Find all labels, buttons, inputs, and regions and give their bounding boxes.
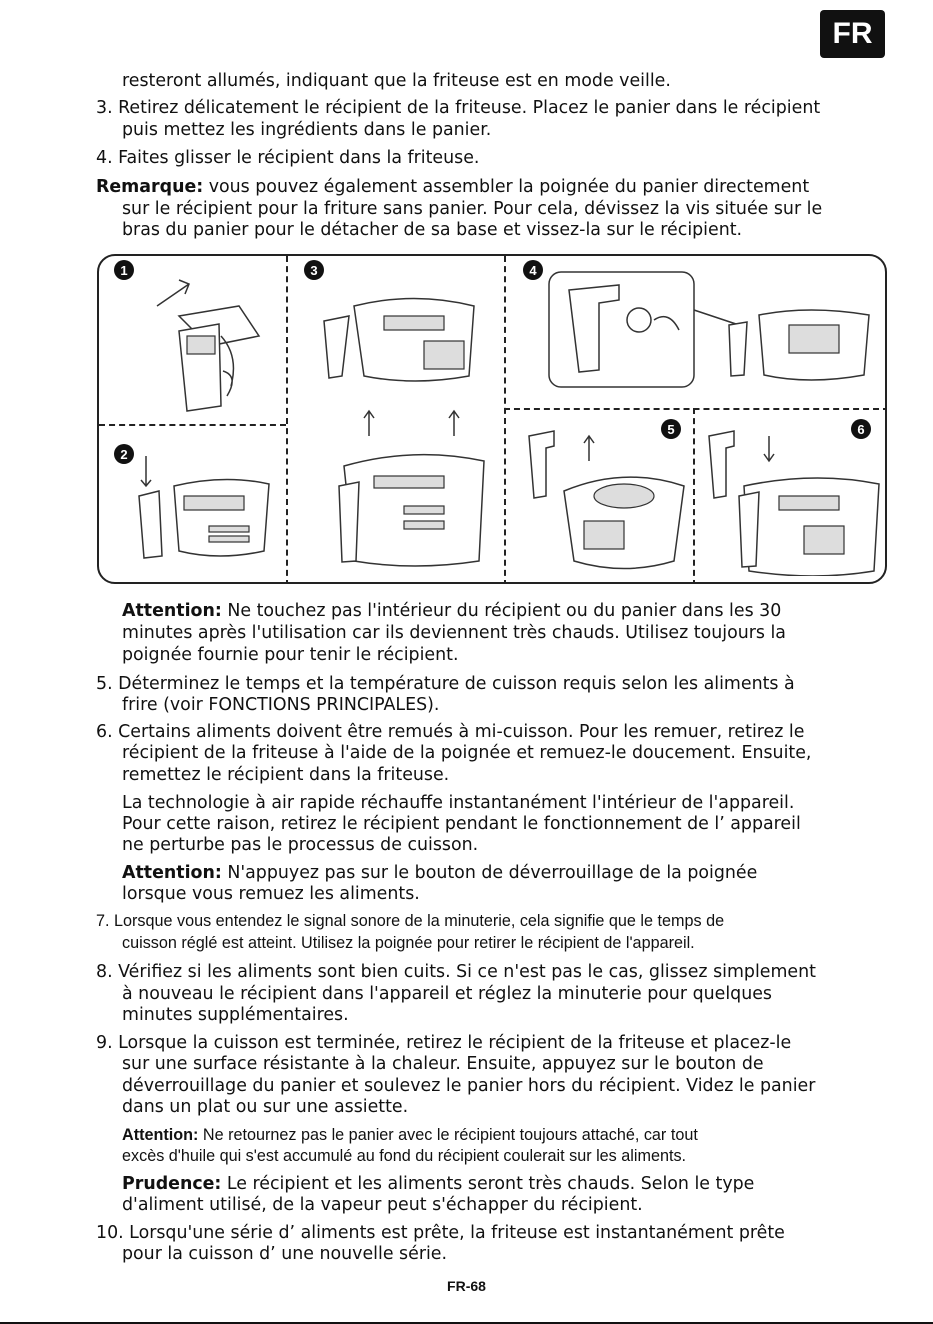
attention-text: Ne touchez pas l'intérieur du récipient ou du panier dans les 30 xyxy=(221,601,782,621)
attention2-line1 xyxy=(122,862,886,884)
handle-attach-illustration xyxy=(124,456,284,566)
step-3-line1: 3. Retirez délicatement le récipient de la friteuse. Placez le panier dans le récipient xyxy=(96,98,821,118)
basket-insert-illustration xyxy=(314,286,494,576)
assembly-illustration xyxy=(97,254,887,584)
step-9-line4: dans un plat ou sur une assiette. xyxy=(122,1097,409,1117)
attention1-line2: minutes après l'utilisation car ils deviennent très chauds. Utilisez toujours la xyxy=(122,623,786,643)
techno-line1: La technologie à air rapide réchauffe instantanément l'intérieur de l'appareil. xyxy=(122,793,795,813)
step-8-line3: minutes supplémentaires. xyxy=(122,1005,349,1025)
step-8-line2: à nouveau le récipient dans l'appareil et réglez la minuterie pour quelques xyxy=(122,984,772,1004)
attention3-line1 xyxy=(122,1124,886,1146)
remarque-text: vous pouvez également assembler la poignée du panier directement xyxy=(203,177,810,197)
divider xyxy=(286,256,288,584)
attention1-line1 xyxy=(122,600,886,622)
step-number-2: 2 xyxy=(114,444,134,464)
step-10-line2: pour la cuisson d’ une nouvelle série. xyxy=(122,1244,448,1264)
step-3-line2: puis mettez les ingrédients dans le panier. xyxy=(122,120,492,140)
attention2-line2: lorsque vous remuez les aliments. xyxy=(122,884,420,904)
attention-text: N'appuyez pas sur le bouton de déverrouillage de la poignée xyxy=(221,863,758,883)
attention-label: Attention: xyxy=(122,601,222,621)
step-9-line2: sur une surface résistante à la chaleur. Ensuite, appuyez sur le bouton de xyxy=(122,1054,764,1074)
step-10-line1: 10. Lorsqu'une série d’ aliments est prête, la friteuse est instantanément prête xyxy=(96,1223,785,1243)
step-5-line2: frire (voir FONCTIONS PRINCIPALES). xyxy=(122,695,440,715)
page-number: FR-68 xyxy=(447,1278,486,1294)
step-9-line1: 9. Lorsque la cuisson est terminée, retirez le récipient de la friteuse et placez-le xyxy=(96,1033,792,1053)
step-6-line1: 6. Certains aliments doivent être remués à mi-cuisson. Pour les remuer, retirez le xyxy=(96,722,805,742)
step-number-1: 1 xyxy=(114,260,134,280)
handle-on-pan-illustration xyxy=(704,426,884,576)
step-number-6: 6 xyxy=(851,419,871,439)
text-line: resteront allumés, indiquant que la friteuse est en mode veille. xyxy=(122,71,671,91)
step-6-line2: récipient de la friteuse à l'aide de la poignée et remuez-le doucement. Ensuite, xyxy=(122,743,812,763)
language-badge: FR xyxy=(820,10,885,58)
prudence-label: Prudence: xyxy=(122,1174,222,1194)
prudence-line1 xyxy=(122,1173,886,1195)
remarque-line2: sur le récipient pour la friture sans panier. Pour cela, dévissez la vis située sur le xyxy=(122,199,823,219)
remarque-line3: bras du panier pour le détacher de sa base et vissez-la sur le récipient. xyxy=(122,220,743,240)
remarque-line1 xyxy=(96,176,860,198)
handle-removal-illustration xyxy=(524,426,689,576)
step-7-line1: 7. Lorsque vous entendez le signal sonore de la minuterie, cela signifie que le temps de xyxy=(96,912,725,930)
step-number-4: 4 xyxy=(523,260,543,280)
screw-detail-illustration xyxy=(539,270,884,400)
attention-label: Attention: xyxy=(122,1126,199,1144)
divider xyxy=(504,408,887,410)
step-7-line2: cuisson réglé est atteint. Utilisez la poignée pour retirer le récipient de l'appareil. xyxy=(122,934,695,952)
attention-text: Ne retournez pas le panier avec le récipient toujours attaché, car tout xyxy=(198,1126,698,1144)
techno-line2: Pour cette raison, retirez le récipient pendant le fonctionnement de l’ appareil xyxy=(122,814,801,834)
attention-label: Attention: xyxy=(122,863,222,883)
step-8-line1: 8. Vérifiez si les aliments sont bien cuits. Si ce n'est pas le cas, glissez simplement xyxy=(96,962,816,982)
divider xyxy=(693,408,695,584)
handle-illustration xyxy=(149,276,279,416)
prudence-text: Le récipient et les aliments seront très chauds. Selon le type xyxy=(221,1174,755,1194)
divider xyxy=(504,256,506,584)
step-number-3: 3 xyxy=(304,260,324,280)
attention3-line2: excès d'huile qui s'est accumulé au fond du récipient coulerait sur les aliments. xyxy=(122,1147,687,1165)
step-4: 4. Faites glisser le récipient dans la friteuse. xyxy=(96,148,480,168)
step-9-line3: déverrouillage du panier et soulevez le panier hors du récipient. Videz le panier xyxy=(122,1076,816,1096)
step-5-line1: 5. Déterminez le temps et la température de cuisson requis selon les aliments à xyxy=(96,674,795,694)
prudence-line2: d'aliment utilisé, de la vapeur peut s'échapper du récipient. xyxy=(122,1195,643,1215)
techno-line3: ne perturbe pas le processus de cuisson. xyxy=(122,835,479,855)
remarque-label: Remarque: xyxy=(96,177,204,197)
step-6-line3: remettez le récipient dans la friteuse. xyxy=(122,765,450,785)
divider xyxy=(99,424,286,426)
attention1-line3: poignée fournie pour tenir le récipient. xyxy=(122,645,459,665)
step-number-5: 5 xyxy=(661,419,681,439)
